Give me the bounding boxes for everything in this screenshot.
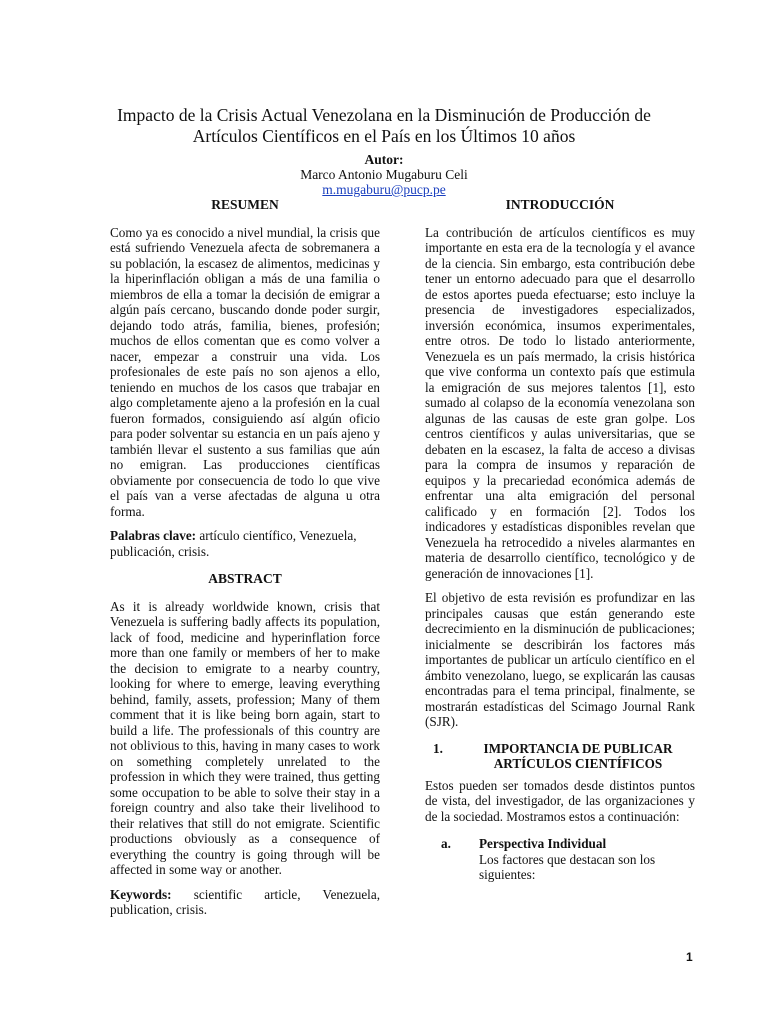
section-1-title: IMPORTANCIA DE PUBLICAR ARTÍCULOS CIENTÍFICOS xyxy=(483,740,673,771)
section-1-heading xyxy=(425,741,695,772)
palabras-clave xyxy=(110,528,380,559)
introduccion-heading: INTRODUCCIÓN xyxy=(505,197,615,212)
subsection-a-letter: a. xyxy=(441,836,451,851)
subsection-a-text: Los factores que destacan son los siguientes: xyxy=(479,851,656,882)
resumen-heading: RESUMEN xyxy=(211,197,279,212)
right-column xyxy=(425,197,695,883)
subsection-a xyxy=(425,836,695,883)
intro-paragraph-1: La contribución de artículos científicos es muy importante en esta era de la tecnología y el avance de la ciencia. Sin embargo, esta contribución debe tener un entorno adecuado para que el desarrollo de estos aportes pueda efectuarse; esto incluye la presencia de investigadores especializados, inversión económica, insumos experimentales, entre otros. De todo lo listado anteriormente, Venezuela es un país mermado, la crisis histórica que vive conforma un contexto país que estimula la emigración de sus mejores talentos [1], esto sumado al colapso de la economía venezolana son algunas de las causas de este gran golpe. Los centros científicos y aulas universitarias, que se debaten en la escasez, la falta de acceso a divisas para la compra de insumos y reparación de equipos y la precariedad económica además de enfrentar una alta emigración del personal calificado y en formación [2]. Todos los indicadores y estadísticas disponibles revelan que Venezuela ha retrocedido a niveles alarmantes en materia de desarrollo científico, tecnológico y de generación de innovaciones [1]. xyxy=(425,224,695,581)
section-1-number: 1. xyxy=(433,740,443,756)
keywords xyxy=(110,887,380,918)
abstract-heading: ABSTRACT xyxy=(208,571,282,586)
keywords-label: Keywords: xyxy=(110,886,172,902)
intro-paragraph-2: El objetivo de esta revisión es profundizar en las principales causas que están generando este decrecimiento en la disminución de publicaciones; inicialmente se describirán los factores más importantes de publicar un artículo científico en el ámbito venezolano, luego, se explicarán las causas encontradas para el tema principal, finalmente, se mostrarán estadísticas del Scimago Journal Rank (SJR). xyxy=(425,590,695,729)
subsection-a-body xyxy=(479,836,695,883)
author-email-link[interactable]: m.mugaburu@pucp.pe xyxy=(322,182,446,197)
author-name: Marco Antonio Mugaburu Celi xyxy=(300,167,468,182)
section-1-text: Estos pueden ser tomados desde distintos puntos de vista, del investigador, de las organizaciones y de la sociedad. Mostramos estos a continuación: xyxy=(425,777,695,824)
page-number: 1 xyxy=(686,950,693,964)
palabras-clave-label: Palabras clave: xyxy=(110,528,197,543)
paper-title: Impacto de la Crisis Actual Venezolana en la Disminución de Producción de Artículos Científicos en el País en los Últimos 10 años xyxy=(117,105,651,146)
abstract-text: As it is already worldwide known, crisis that Venezuela is suffering badly affects its population, lack of food, medicine and hyperinflation force more than one family or members of her to make the decision to emigrate to a nearby country, looking for where to emerge, leaving everything behind, family, assets, profession; Many of them comment that it is like being born again, start to build a life. The professionals of this country are not oblivious to this, having in many cases to work on something completely unrelated to the profession in which they were trained, thus getting some occupation to be able to solve their stay in a foreign country and also take their livelihood to their relatives that still do not emigrate. Scientific productions obviously as a consequence of everything the country is going through will be affected in some way or another. xyxy=(110,598,380,877)
keywords-text: scientific article, Venezuela, publication, crisis. xyxy=(110,886,380,917)
subsection-a-title: Perspectiva Individual xyxy=(479,836,607,851)
author-label: Autor: xyxy=(364,152,404,167)
left-column xyxy=(110,197,380,927)
resumen-text: Como ya es conocido a nivel mundial, la crisis que está sufriendo Venezuela afecta de sobremanera a su población, la escasez de alimentos, medicinas y la hiperinflación obligan a más de una familia o miembros de ella a tomar la decisión de emigrar a algún país cercano, buscando donde poder surgir, dejando todo atrás, familia, bienes, profesión; muchos de ellos comentan que es como volver a nacer, empezar a construir una vida. Los profesionales de este país no son ajenos a ello, teniendo en muchos de los casos que trabajar en algo completamente ajeno a la profesión en la cual fueron formados, consiguiendo así algún oficio para poder solventar su estancia en un país ajeno y también llevar el sustento a sus familias que aún no emigran. Las producciones científicas obviamente por consecuencia de todo lo que vive el país van a verse afectadas de alguna u otra forma. xyxy=(110,224,380,519)
author-block xyxy=(200,152,568,197)
palabras-clave-text: artículo científico, Venezuela, publicación, crisis. xyxy=(110,528,357,559)
